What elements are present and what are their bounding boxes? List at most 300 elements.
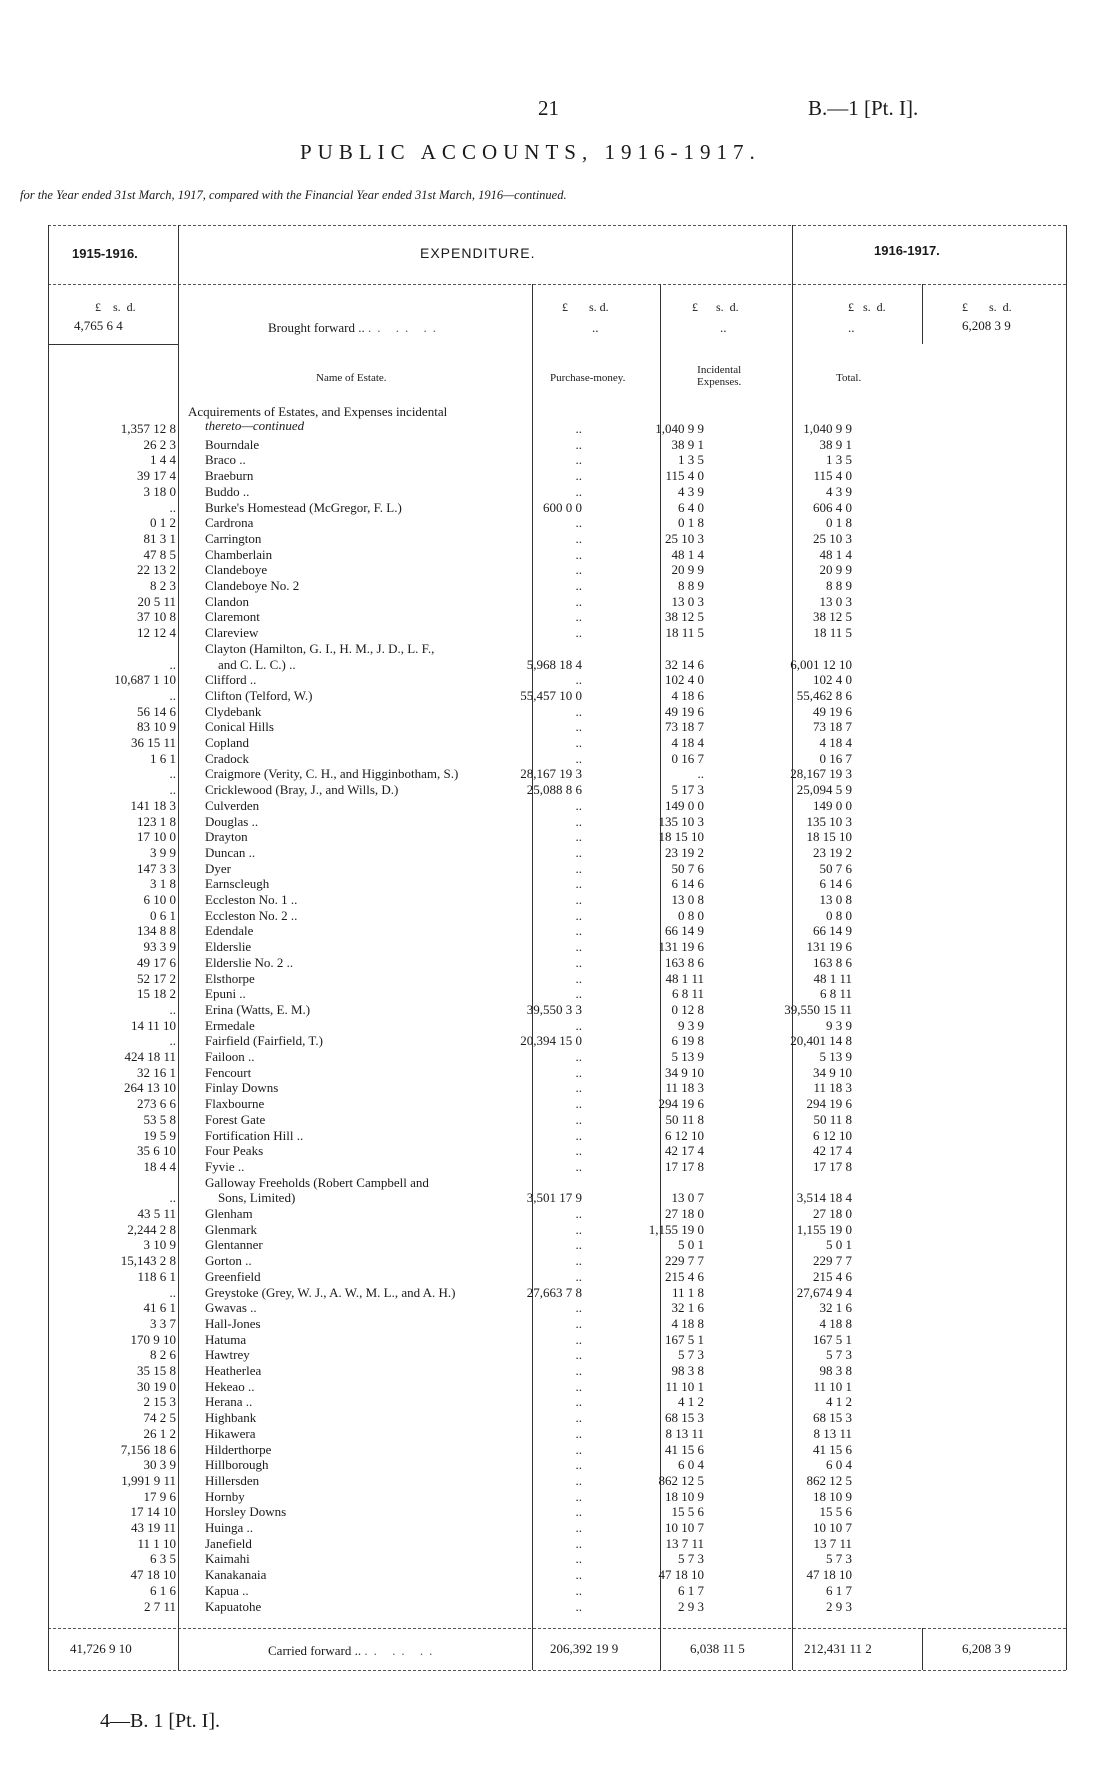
row-purchase-amount: ..	[575, 1206, 582, 1221]
row-estate-name: Braco ..	[205, 452, 246, 468]
row-incidental-amount: 73 18 7	[665, 719, 704, 735]
row-estate-name: Gwavas ..	[205, 1300, 257, 1316]
row-estate-name: Hillersden	[205, 1472, 260, 1488]
row-purchase-amount: ..	[575, 562, 582, 578]
row-total-amount: 13 0 3	[819, 593, 852, 609]
row-total-amount: 34 9 10	[813, 1064, 852, 1080]
row-prev-amount: 1,357 12 8	[120, 421, 176, 436]
row-prev-amount: 11 1 10	[137, 1535, 176, 1551]
row-prev-amount: 3 9 9	[150, 844, 176, 860]
row-incidental-amount: 13 0 7	[671, 1190, 704, 1206]
row-purchase-amount: ..	[575, 860, 582, 876]
row-purchase-amount: ..	[575, 797, 582, 813]
row-purchase-amount: ..	[575, 892, 582, 907]
row-incidental-amount: 294 19 6	[658, 1096, 704, 1112]
row-total-amount: 18 10 9	[813, 1488, 852, 1504]
row-incidental-amount: 50 7 6	[671, 860, 704, 876]
row-incidental-amount: 27 18 0	[665, 1206, 704, 1221]
row-purchase-amount: ..	[575, 578, 582, 593]
page-title: PUBLIC ACCOUNTS, 1916-1917.	[300, 140, 761, 164]
row-total-amount: 5 7 3	[826, 1347, 852, 1363]
row-total-amount: 25 10 3	[813, 530, 852, 546]
row-total-amount: 4 3 9	[826, 483, 852, 499]
row-total-amount: 20 9 9	[819, 562, 852, 578]
row-total-amount: 0 1 8	[826, 515, 852, 531]
cf-label: Carried forward .. .. .. ..	[268, 1643, 439, 1658]
row-incidental-amount: 163 8 6	[665, 954, 704, 970]
row-incidental-amount: 25 10 3	[665, 530, 704, 546]
row-estate-name: Burke's Homestead (McGregor, F. L.)	[205, 499, 402, 515]
row-prev-amount: 43 5 11	[137, 1206, 176, 1221]
row-purchase-amount: ..	[575, 1394, 582, 1410]
row-total-amount: 66 14 9	[813, 923, 852, 939]
row-purchase-amount: ..	[575, 1504, 582, 1520]
row-total-amount: 4 18 8	[819, 1315, 852, 1331]
row-estate-name: Kapua ..	[205, 1582, 249, 1598]
row-total-amount: 6 1 7	[826, 1582, 852, 1598]
row-incidental-amount: 5 7 3	[678, 1347, 704, 1363]
row-prev-amount: 3 3 7	[150, 1315, 176, 1331]
row-estate-name: Huinga ..	[205, 1520, 254, 1535]
row-purchase-amount: ..	[575, 421, 582, 436]
row-incidental-amount: 0 12 8	[671, 1001, 704, 1017]
row-prev-amount: ..	[169, 1190, 176, 1206]
cf-total: 212,431 11 2	[804, 1641, 872, 1656]
row-prev-amount: 2 7 11	[143, 1598, 176, 1614]
row-total-amount: 32 1 6	[819, 1300, 852, 1316]
row-purchase-amount: 20,394 15 0	[520, 1033, 582, 1049]
row-incidental-amount: 6 0 4	[678, 1457, 704, 1473]
row-estate-name: Elsthorpe	[205, 970, 255, 986]
row-total-amount: 98 3 8	[819, 1363, 852, 1378]
row-prev-amount: 30 19 0	[137, 1378, 176, 1394]
row-incidental-amount: 135 10 3	[658, 813, 704, 829]
row-incidental-amount: 0 16 7	[671, 750, 704, 766]
row-incidental-amount: 47 18 10	[658, 1567, 704, 1583]
cf-incidental: 6,038 11 5	[690, 1641, 745, 1656]
row-incidental-amount: 41 15 6	[665, 1441, 704, 1457]
row-total-amount: 163 8 6	[813, 954, 852, 970]
cf-prev: 41,726 9 10	[70, 1641, 132, 1656]
row-total-amount: 23 19 2	[813, 844, 852, 860]
row-purchase-amount: ..	[575, 876, 582, 892]
row-prev-amount: 17 10 0	[137, 829, 176, 845]
bf-rule	[48, 344, 178, 345]
row-prev-amount: 2 15 3	[143, 1394, 176, 1410]
row-incidental-amount: 229 7 7	[665, 1253, 704, 1269]
row-prev-amount: 93 3 9	[143, 939, 176, 955]
row-purchase-amount: ..	[575, 813, 582, 829]
row-purchase-amount: ..	[575, 1488, 582, 1504]
row-estate-name: Earnscleugh	[205, 876, 270, 892]
row-total-amount: 13 7 11	[813, 1535, 852, 1551]
row-estate-name: Craigmore (Verity, C. H., and Higginbotham, S.)	[205, 766, 459, 782]
row-estate-name: Glenham	[205, 1206, 253, 1221]
lsd-prev: £ s. d.	[95, 300, 136, 314]
row-incidental-amount: 6 12 10	[665, 1127, 704, 1143]
row-purchase-amount: 3,501 17 9	[526, 1190, 582, 1206]
row-estate-name: Galloway Freeholds (Robert Campbell and	[205, 1174, 429, 1190]
row-total-amount: 38 12 5	[813, 609, 852, 625]
row-incidental-amount: 18 11 5	[665, 625, 704, 641]
row-total-amount: 38 9 1	[819, 436, 852, 452]
row-total-amount: 20,401 14 8	[790, 1033, 852, 1049]
vline-right	[1066, 225, 1067, 1670]
row-estate-name: Hekeao ..	[205, 1378, 255, 1394]
row-prev-amount: 41 6 1	[143, 1300, 176, 1316]
row-incidental-amount: 6 14 6	[671, 876, 704, 892]
row-estate-name: Cricklewood (Bray, J., and Wills, D.)	[205, 782, 399, 798]
row-estate-name: Heatherlea	[205, 1363, 262, 1378]
row-prev-amount: 74 2 5	[143, 1410, 176, 1426]
row-incidental-amount: 5 13 9	[671, 1049, 704, 1064]
row-estate-name: Conical Hills	[205, 719, 274, 735]
row-purchase-amount: 25,088 8 6	[526, 782, 582, 798]
page-number: 21	[538, 96, 559, 120]
row-total-amount: 135 10 3	[806, 813, 852, 829]
row-incidental-amount: 49 19 6	[665, 703, 704, 719]
row-purchase-amount: ..	[575, 483, 582, 499]
row-total-amount: 25,094 5 9	[796, 782, 852, 798]
row-purchase-amount: ..	[575, 436, 582, 452]
row-total-amount: 5 7 3	[826, 1551, 852, 1567]
row-total-amount: 27,674 9 4	[796, 1284, 852, 1300]
row-purchase-amount: ..	[575, 1582, 582, 1598]
vline-prev	[178, 225, 179, 1670]
row-total-amount: 215 4 6	[813, 1268, 852, 1284]
row-total-amount: 18 11 5	[813, 625, 852, 641]
row-estate-name: Forest Gate	[205, 1111, 266, 1127]
row-total-amount: 27 18 0	[813, 1206, 852, 1221]
row-prev-amount: 424 18 11	[124, 1049, 176, 1064]
row-total-amount: 2 9 3	[826, 1598, 852, 1614]
row-total-amount: 4 18 4	[819, 735, 852, 750]
row-estate-name: Drayton	[205, 829, 248, 845]
row-estate-name: Herana ..	[205, 1394, 253, 1410]
row-purchase-amount: ..	[575, 452, 582, 468]
row-estate-name: Greystoke (Grey, W. J., A. W., M. L., and A. H.)	[205, 1284, 456, 1300]
row-estate-name: Fyvie ..	[205, 1158, 245, 1174]
page-subtitle: for the Year ended 31st March, 1917, compared with the Financial Year ended 31st March, 1916—continued.	[20, 188, 567, 202]
document-code: B.—1 [Pt. I].	[808, 96, 919, 120]
row-total-amount: 11 18 3	[813, 1080, 852, 1096]
row-incidental-amount: 2 9 3	[678, 1598, 704, 1614]
row-purchase-amount: ..	[575, 1520, 582, 1535]
row-purchase-amount: ..	[575, 719, 582, 735]
row-total-amount: 18 15 10	[806, 829, 852, 845]
row-prev-amount: 12 12 4	[137, 625, 176, 641]
row-estate-name: Kanakanaia	[205, 1567, 267, 1583]
row-purchase-amount: ..	[575, 1080, 582, 1096]
row-estate-name: Sons, Limited)	[205, 1190, 296, 1206]
row-purchase-amount: ..	[575, 986, 582, 1002]
row-purchase-amount: ..	[575, 1598, 582, 1614]
row-total-amount: 28,167 19 3	[790, 766, 852, 782]
row-purchase-amount: 39,550 3 3	[526, 1001, 582, 1017]
row-total-amount: 1 3 5	[826, 452, 852, 468]
row-incidental-amount: 0 1 8	[678, 515, 704, 531]
row-total-amount: 3,514 18 4	[796, 1190, 852, 1206]
vline-total-bottom	[922, 1628, 923, 1670]
row-prev-amount: 170 9 10	[130, 1331, 176, 1347]
row-total-amount: 49 19 6	[813, 703, 852, 719]
row-incidental-amount: 5 7 3	[678, 1551, 704, 1567]
row-purchase-amount: ..	[575, 1410, 582, 1426]
row-purchase-amount: ..	[575, 923, 582, 939]
row-estate-name: Finlay Downs	[205, 1080, 279, 1096]
row-purchase-amount: ..	[575, 515, 582, 531]
row-purchase-amount: ..	[575, 1535, 582, 1551]
row-estate-name: Edendale	[205, 923, 254, 939]
row-incidental-amount: 131 19 6	[658, 939, 704, 955]
row-prev-amount: 20 5 11	[137, 593, 176, 609]
row-prev-amount: 22 13 2	[137, 562, 176, 578]
row-purchase-amount: ..	[575, 1017, 582, 1033]
row-total-amount: 5 0 1	[826, 1237, 852, 1253]
row-estate-name: Ermedale	[205, 1017, 255, 1033]
row-prev-amount: 10,687 1 10	[114, 672, 176, 688]
row-total-amount: 48 1 11	[813, 970, 852, 986]
row-prev-amount: 19 5 9	[143, 1127, 176, 1143]
row-estate-name: Dyer	[205, 860, 231, 876]
row-prev-amount: 3 10 9	[143, 1237, 176, 1253]
row-prev-amount: 141 18 3	[130, 797, 176, 813]
row-prev-amount: ..	[169, 687, 176, 703]
cf-top-rule	[48, 1628, 1066, 1629]
row-total-amount: 149 0 0	[813, 797, 852, 813]
row-prev-amount: 18 4 4	[143, 1158, 176, 1174]
row-estate-name: Hilderthorpe	[205, 1441, 272, 1457]
row-incidental-amount: 50 11 8	[665, 1111, 704, 1127]
row-incidental-amount: 8 8 9	[678, 578, 704, 593]
row-estate-name: Braeburn	[205, 468, 254, 484]
row-estate-name: Chamberlain	[205, 546, 273, 562]
row-estate-name: Eccleston No. 1 ..	[205, 892, 298, 907]
row-incidental-amount: 1,040 9 9	[655, 421, 704, 436]
row-incidental-amount: 102 4 0	[665, 672, 704, 688]
row-total-amount: 8 8 9	[826, 578, 852, 593]
row-total-amount: 6 0 4	[826, 1457, 852, 1473]
row-estate-name: Erina (Watts, E. M.)	[205, 1001, 311, 1017]
row-incidental-amount: 0 8 0	[678, 907, 704, 923]
row-estate-name: Highbank	[205, 1410, 257, 1426]
row-prev-amount: 118 6 1	[137, 1268, 176, 1284]
row-total-amount: 73 18 7	[813, 719, 852, 735]
row-prev-amount: 43 19 11	[130, 1520, 176, 1535]
row-purchase-amount: ..	[575, 609, 582, 625]
row-purchase-amount: ..	[575, 672, 582, 688]
row-incidental-amount: 38 9 1	[671, 436, 704, 452]
row-prev-amount: 52 17 2	[137, 970, 176, 986]
cf-grand: 6,208 3 9	[962, 1641, 1011, 1656]
row-purchase-amount: ..	[575, 1127, 582, 1143]
row-total-amount: 294 19 6	[806, 1096, 852, 1112]
row-prev-amount: ..	[169, 499, 176, 515]
row-incidental-amount: 1 3 5	[678, 452, 704, 468]
row-purchase-amount: ..	[575, 907, 582, 923]
row-purchase-amount: ..	[575, 939, 582, 955]
row-estate-name: Clifton (Telford, W.)	[205, 687, 313, 703]
row-total-amount: 606 4 0	[813, 499, 852, 515]
row-purchase-amount: ..	[575, 1237, 582, 1253]
row-estate-name: Epuni ..	[205, 986, 246, 1002]
row-purchase-amount: ..	[575, 1315, 582, 1331]
row-total-amount: 1,155 19 0	[796, 1221, 852, 1237]
row-prev-amount: 2,244 2 8	[127, 1221, 176, 1237]
vline-left	[48, 225, 49, 1670]
row-purchase-amount: ..	[575, 1363, 582, 1378]
row-prev-amount: 0 1 2	[150, 515, 176, 531]
row-prev-amount: 6 10 0	[143, 892, 176, 907]
row-incidental-amount: 66 14 9	[665, 923, 704, 939]
row-incidental-amount: 4 3 9	[678, 483, 704, 499]
row-prev-amount: 8 2 3	[150, 578, 176, 593]
row-estate-name: Flaxbourne	[205, 1096, 265, 1112]
row-purchase-amount	[462, 641, 582, 657]
row-incidental-amount: 6 4 0	[678, 499, 704, 515]
row-purchase-amount: 55,457 10 0	[520, 687, 582, 703]
row-prev-amount: 47 18 10	[130, 1567, 176, 1583]
row-prev-amount: 35 6 10	[137, 1143, 176, 1159]
row-total-amount: 39,550 15 11	[784, 1001, 852, 1017]
row-prev-amount: ..	[169, 656, 176, 672]
row-estate-name: Duncan ..	[205, 844, 256, 860]
row-total-amount: 11 10 1	[813, 1378, 852, 1394]
row-incidental-amount: 5 17 3	[671, 782, 704, 798]
row-purchase-amount: ..	[575, 1331, 582, 1347]
col-total-header: Total.	[836, 372, 862, 384]
row-prev-amount: ..	[169, 1001, 176, 1017]
row-incidental-amount: 32 14 6	[665, 656, 704, 672]
row-purchase-amount: ..	[575, 1457, 582, 1473]
row-prev-amount: 26 2 3	[143, 436, 176, 452]
row-estate-name: Clifford ..	[205, 672, 257, 688]
row-estate-name: Hornby	[205, 1488, 245, 1504]
row-prev-amount: ..	[169, 1284, 176, 1300]
row-estate-name: Failoon ..	[205, 1049, 255, 1064]
row-estate-name: Elderslie No. 2 ..	[205, 954, 294, 970]
row-prev-amount: ..	[169, 766, 176, 782]
col-incidental-header: Incidental Expenses.	[697, 364, 742, 388]
row-purchase-amount: ..	[575, 1268, 582, 1284]
row-incidental-amount: 115 4 0	[665, 468, 704, 484]
row-incidental-amount: 48 1 4	[671, 546, 704, 562]
row-incidental-amount: 17 17 8	[665, 1158, 704, 1174]
row-total-amount: 41 15 6	[813, 1441, 852, 1457]
row-estate-name: Hawtrey	[205, 1347, 250, 1363]
section-heading: Acquirements of Estates, and Expenses incidental	[188, 404, 448, 419]
row-incidental-amount: 862 12 5	[658, 1472, 704, 1488]
row-estate-name: Fairfield (Fairfield, T.)	[205, 1033, 323, 1049]
row-prev-amount: 53 5 8	[143, 1111, 176, 1127]
row-incidental-amount: 11 1 8	[671, 1284, 704, 1300]
row-total-amount: 15 5 6	[819, 1504, 852, 1520]
row-estate-name: Copland	[205, 735, 250, 750]
row-purchase-amount: ..	[575, 1347, 582, 1363]
row-estate-name: Horsley Downs	[205, 1504, 287, 1520]
row-incidental-amount: 4 18 8	[671, 1315, 704, 1331]
cf-purchase: 206,392 19 9	[550, 1641, 619, 1656]
row-prev-amount: 17 9 6	[143, 1488, 176, 1504]
row-total-amount: 17 17 8	[813, 1158, 852, 1174]
row-estate-name: Gorton ..	[205, 1253, 252, 1269]
row-incidental-amount: 6 19 8	[671, 1033, 704, 1049]
row-estate-name: Hillborough	[205, 1457, 269, 1473]
row-total-amount: 5 13 9	[819, 1049, 852, 1064]
row-incidental-amount: 4 18 6	[671, 687, 704, 703]
row-incidental-amount: 98 3 8	[671, 1363, 704, 1378]
row-estate-name: Kaimahi	[205, 1551, 250, 1567]
row-estate-name: Cardrona	[205, 515, 254, 531]
lsd-purchase: £ s. d.	[562, 300, 609, 314]
bf-prev: 4,765 6 4	[74, 318, 123, 333]
row-prev-amount: 6 3 5	[150, 1551, 176, 1567]
row-prev-amount: 32 16 1	[137, 1064, 176, 1080]
row-estate-name: Elderslie	[205, 939, 252, 955]
row-total-amount: 4 1 2	[826, 1394, 852, 1410]
row-total-amount: 47 18 10	[806, 1567, 852, 1583]
row-purchase-amount: 28,167 19 3	[520, 766, 582, 782]
row-total-amount: 6 12 10	[813, 1127, 852, 1143]
row-total-amount: 862 12 5	[806, 1472, 852, 1488]
row-incidental-amount: ..	[697, 766, 704, 782]
row-total-amount: 48 1 4	[819, 546, 852, 562]
row-incidental-amount: 8 13 11	[665, 1425, 704, 1441]
row-incidental-amount: 13 7 11	[665, 1535, 704, 1551]
row-purchase-amount: ..	[575, 954, 582, 970]
row-purchase-amount: ..	[575, 1049, 582, 1064]
row-estate-name: Buddo ..	[205, 483, 250, 499]
row-total-amount: 50 11 8	[813, 1111, 852, 1127]
row-incidental-amount: 13 0 8	[671, 892, 704, 907]
lsd-grand: £ s. d.	[962, 300, 1012, 314]
row-purchase-amount: ..	[575, 625, 582, 641]
row-estate-name: Hall-Jones	[205, 1315, 261, 1331]
row-incidental-amount: 68 15 3	[665, 1410, 704, 1426]
page-footer: 4—B. 1 [Pt. I].	[100, 1710, 220, 1732]
cf-bottom-rule	[48, 1670, 1066, 1671]
row-estate-name: Clayton (Hamilton, G. I., H. M., J. D., L. F.,	[205, 640, 435, 656]
row-purchase-amount: ..	[575, 750, 582, 766]
row-total-amount: 8 13 11	[813, 1425, 852, 1441]
row-incidental-amount: 1,155 19 0	[648, 1221, 704, 1237]
row-prev-amount: 147 3 3	[137, 860, 176, 876]
row-purchase-amount: ..	[575, 1253, 582, 1269]
row-incidental-amount: 4 1 2	[678, 1394, 704, 1410]
row-total-amount: 131 19 6	[806, 939, 852, 955]
row-total-amount: 115 4 0	[813, 468, 852, 484]
row-incidental-amount: 5 0 1	[678, 1237, 704, 1253]
row-incidental-amount: 11 18 3	[665, 1080, 704, 1096]
row-incidental-amount: 6 1 7	[678, 1582, 704, 1598]
row-purchase-amount: ..	[575, 1472, 582, 1488]
row-incidental-amount: 149 0 0	[665, 797, 704, 813]
row-incidental-amount: 38 12 5	[665, 609, 704, 625]
row-total-amount: 9 3 9	[826, 1017, 852, 1033]
row-prev-amount: 39 17 4	[137, 468, 176, 484]
row-total-amount: 0 16 7	[819, 750, 852, 766]
row-prev-amount: 1,991 9 11	[121, 1472, 176, 1488]
row-purchase-amount: ..	[575, 468, 582, 484]
row-incidental-amount: 15 5 6	[671, 1504, 704, 1520]
row-purchase-amount: ..	[575, 1551, 582, 1567]
row-prev-amount: 0 6 1	[150, 907, 176, 923]
row-incidental-amount: 215 4 6	[665, 1268, 704, 1284]
row-total-amount: 6,001 12 10	[790, 656, 852, 672]
row-prev-amount: 49 17 6	[137, 954, 176, 970]
row-estate-name: Four Peaks	[205, 1143, 264, 1159]
row-purchase-amount: ..	[575, 1143, 582, 1159]
